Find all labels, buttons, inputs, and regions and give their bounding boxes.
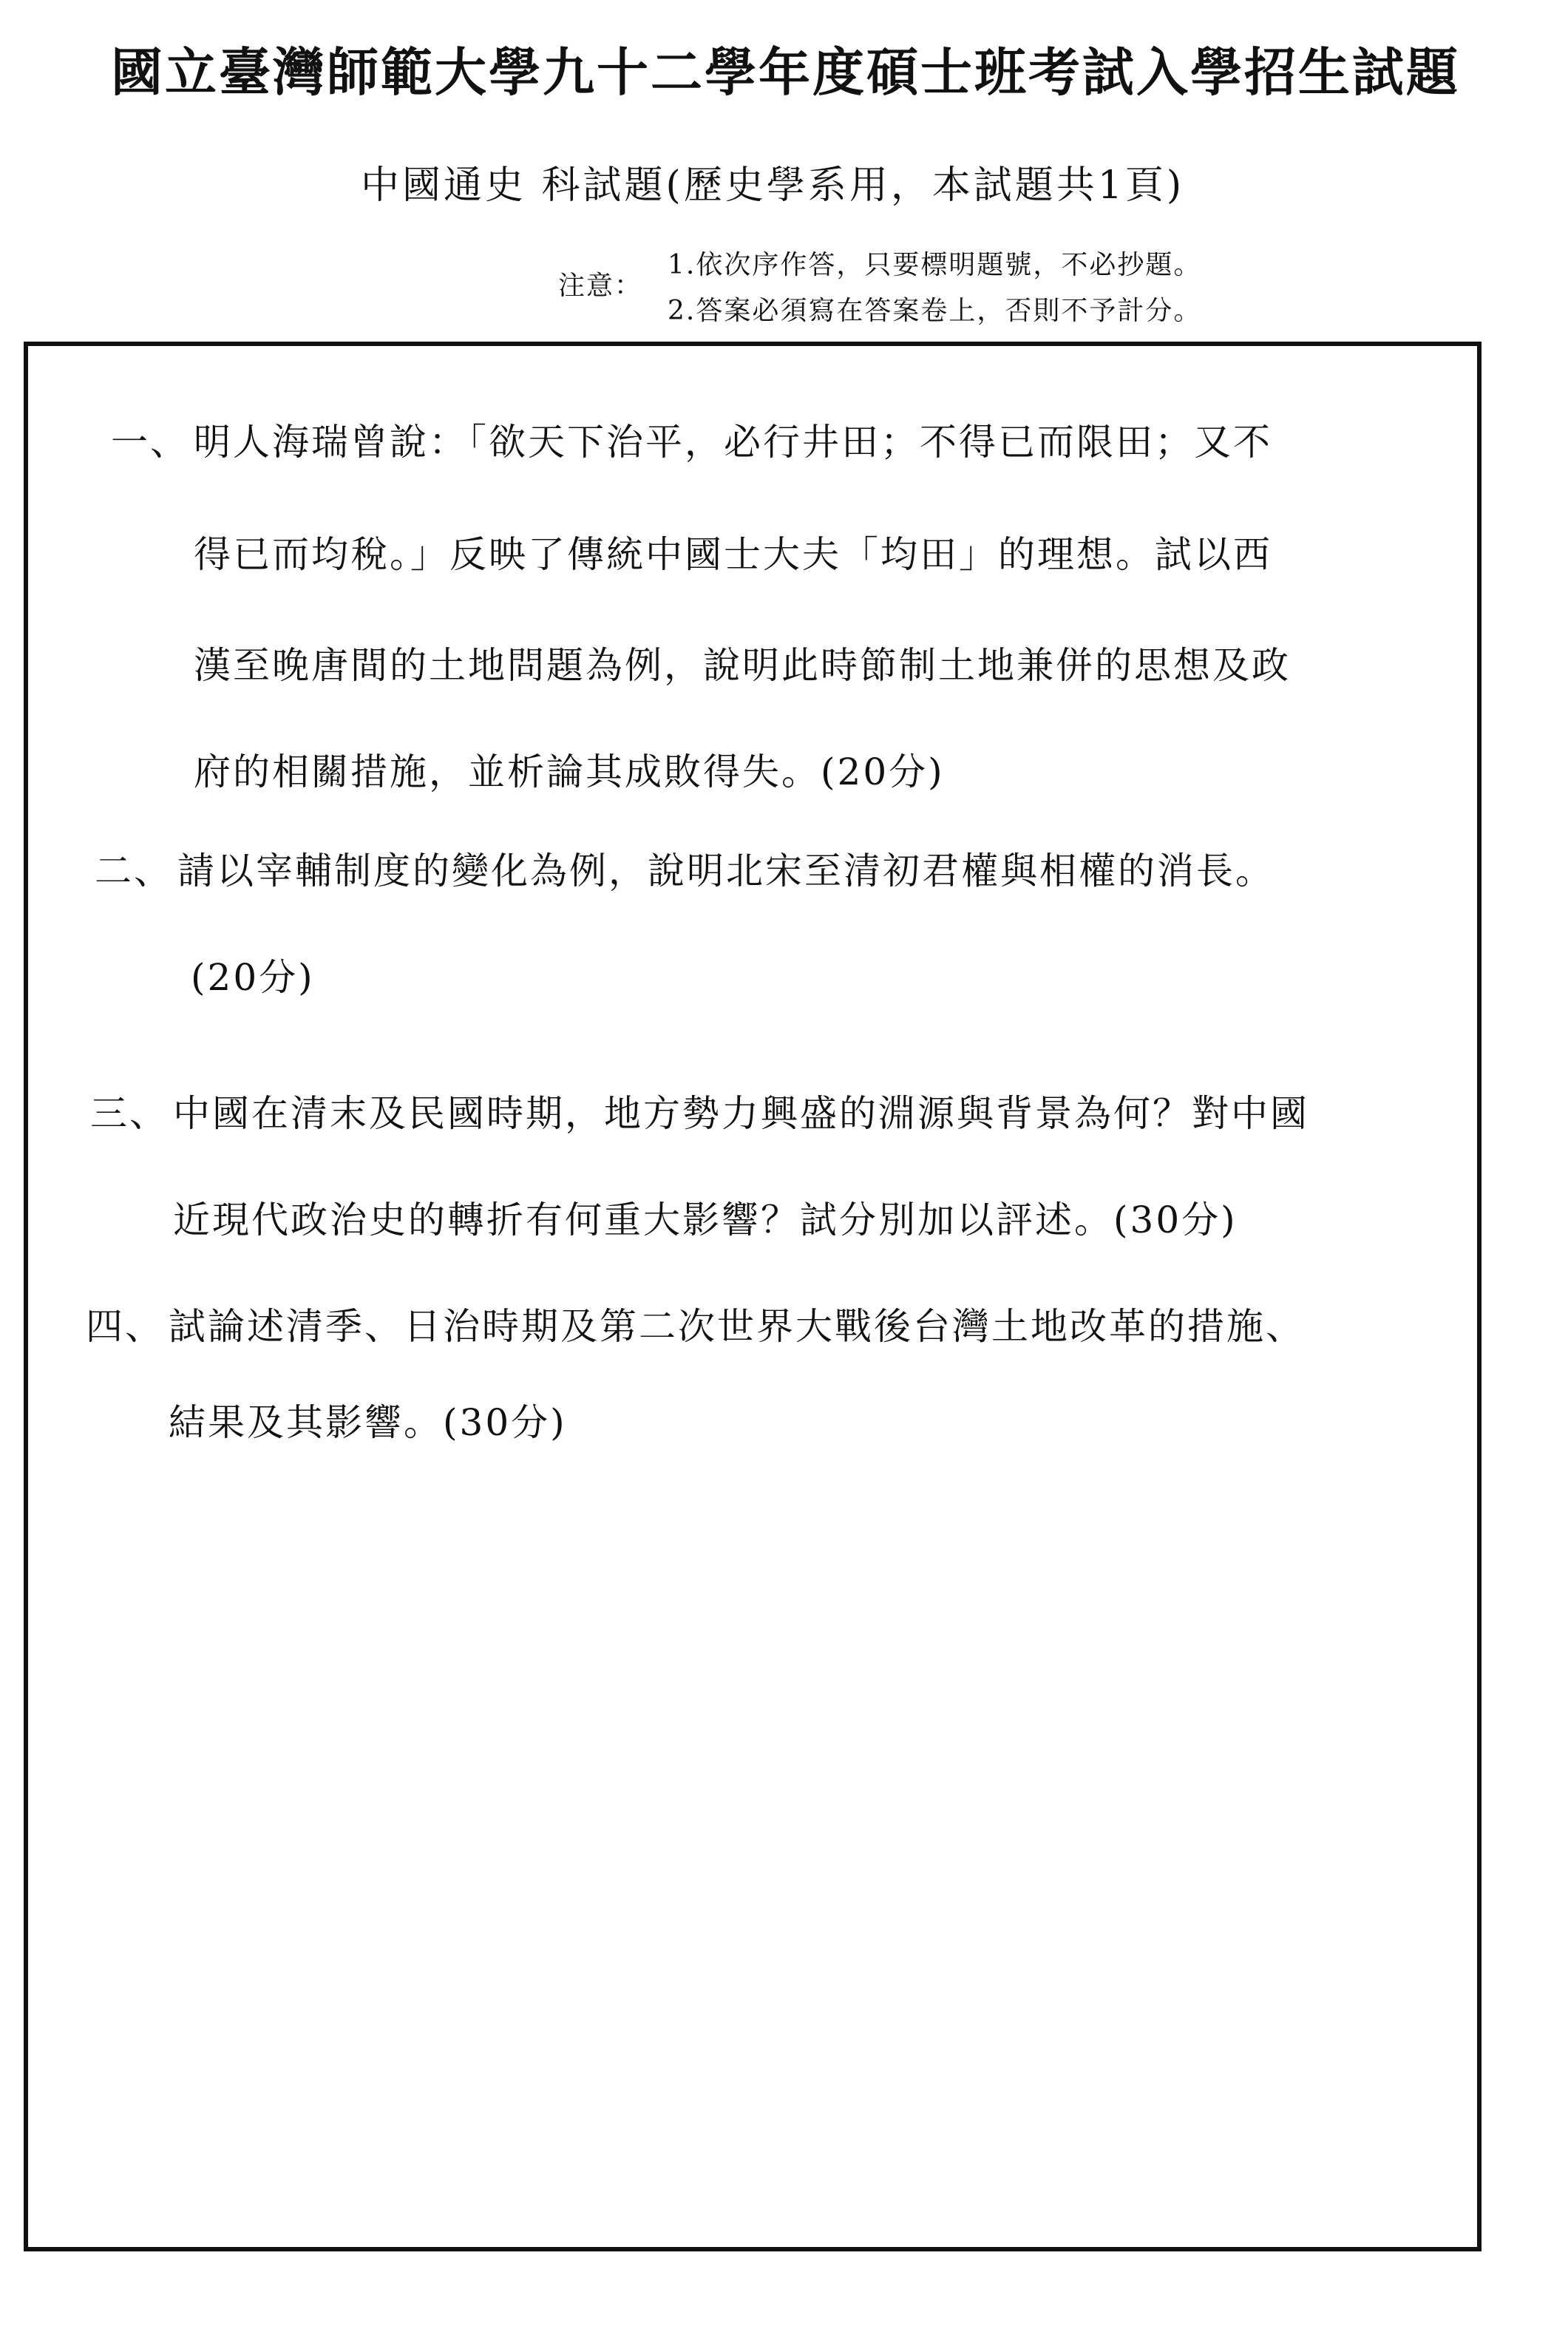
question-line: 得已而均稅。」反映了傳統中國士大夫「均田」的理想。試以西	[194, 533, 1272, 576]
question-line: 結果及其影響。(30分)	[169, 1401, 567, 1444]
question-line: 中國在清末及民國時期，地方勢力興盛的淵源與背景為何？對中國	[173, 1092, 1309, 1135]
question-line: (20分)	[191, 956, 315, 999]
question-line: 明人海瑞曾說：「欲天下治平，必行井田；不得已而限田；又不	[194, 421, 1272, 464]
question-number: 二、	[95, 850, 173, 892]
question-line: 漢至晚唐間的土地問題為例，說明此時節制土地兼併的思想及政	[194, 644, 1291, 687]
question-line: 近現代政治史的轉折有何重大影響？試分別加以評述。(30分)	[173, 1199, 1238, 1241]
page-title: 國立臺灣師範大學九十二學年度碩士班考試入學招生試題	[111, 41, 1460, 103]
question-number: 一、	[111, 421, 189, 464]
exam-subtitle: 中國通史 科試題(歷史學系用，本試題共1頁)	[361, 163, 1185, 208]
notice-item-2: 2.答案必須寫在答案卷上，否則不予計分。	[668, 296, 1202, 326]
question-number: 三、	[90, 1092, 169, 1135]
question-line: 請以宰輔制度的變化為例，說明北宋至清初君權與相權的消長。	[177, 850, 1275, 892]
notice-label: 注意：	[558, 271, 643, 301]
question-number: 四、	[86, 1305, 164, 1348]
question-line: 府的相關措施，並析論其成敗得失。(20分)	[194, 750, 945, 793]
notice-item-1: 1.依次序作答，只要標明題號，不必抄題。	[668, 250, 1202, 280]
question-line: 試論述清季、日治時期及第二次世界大戰後台灣土地改革的措施、	[169, 1305, 1305, 1348]
